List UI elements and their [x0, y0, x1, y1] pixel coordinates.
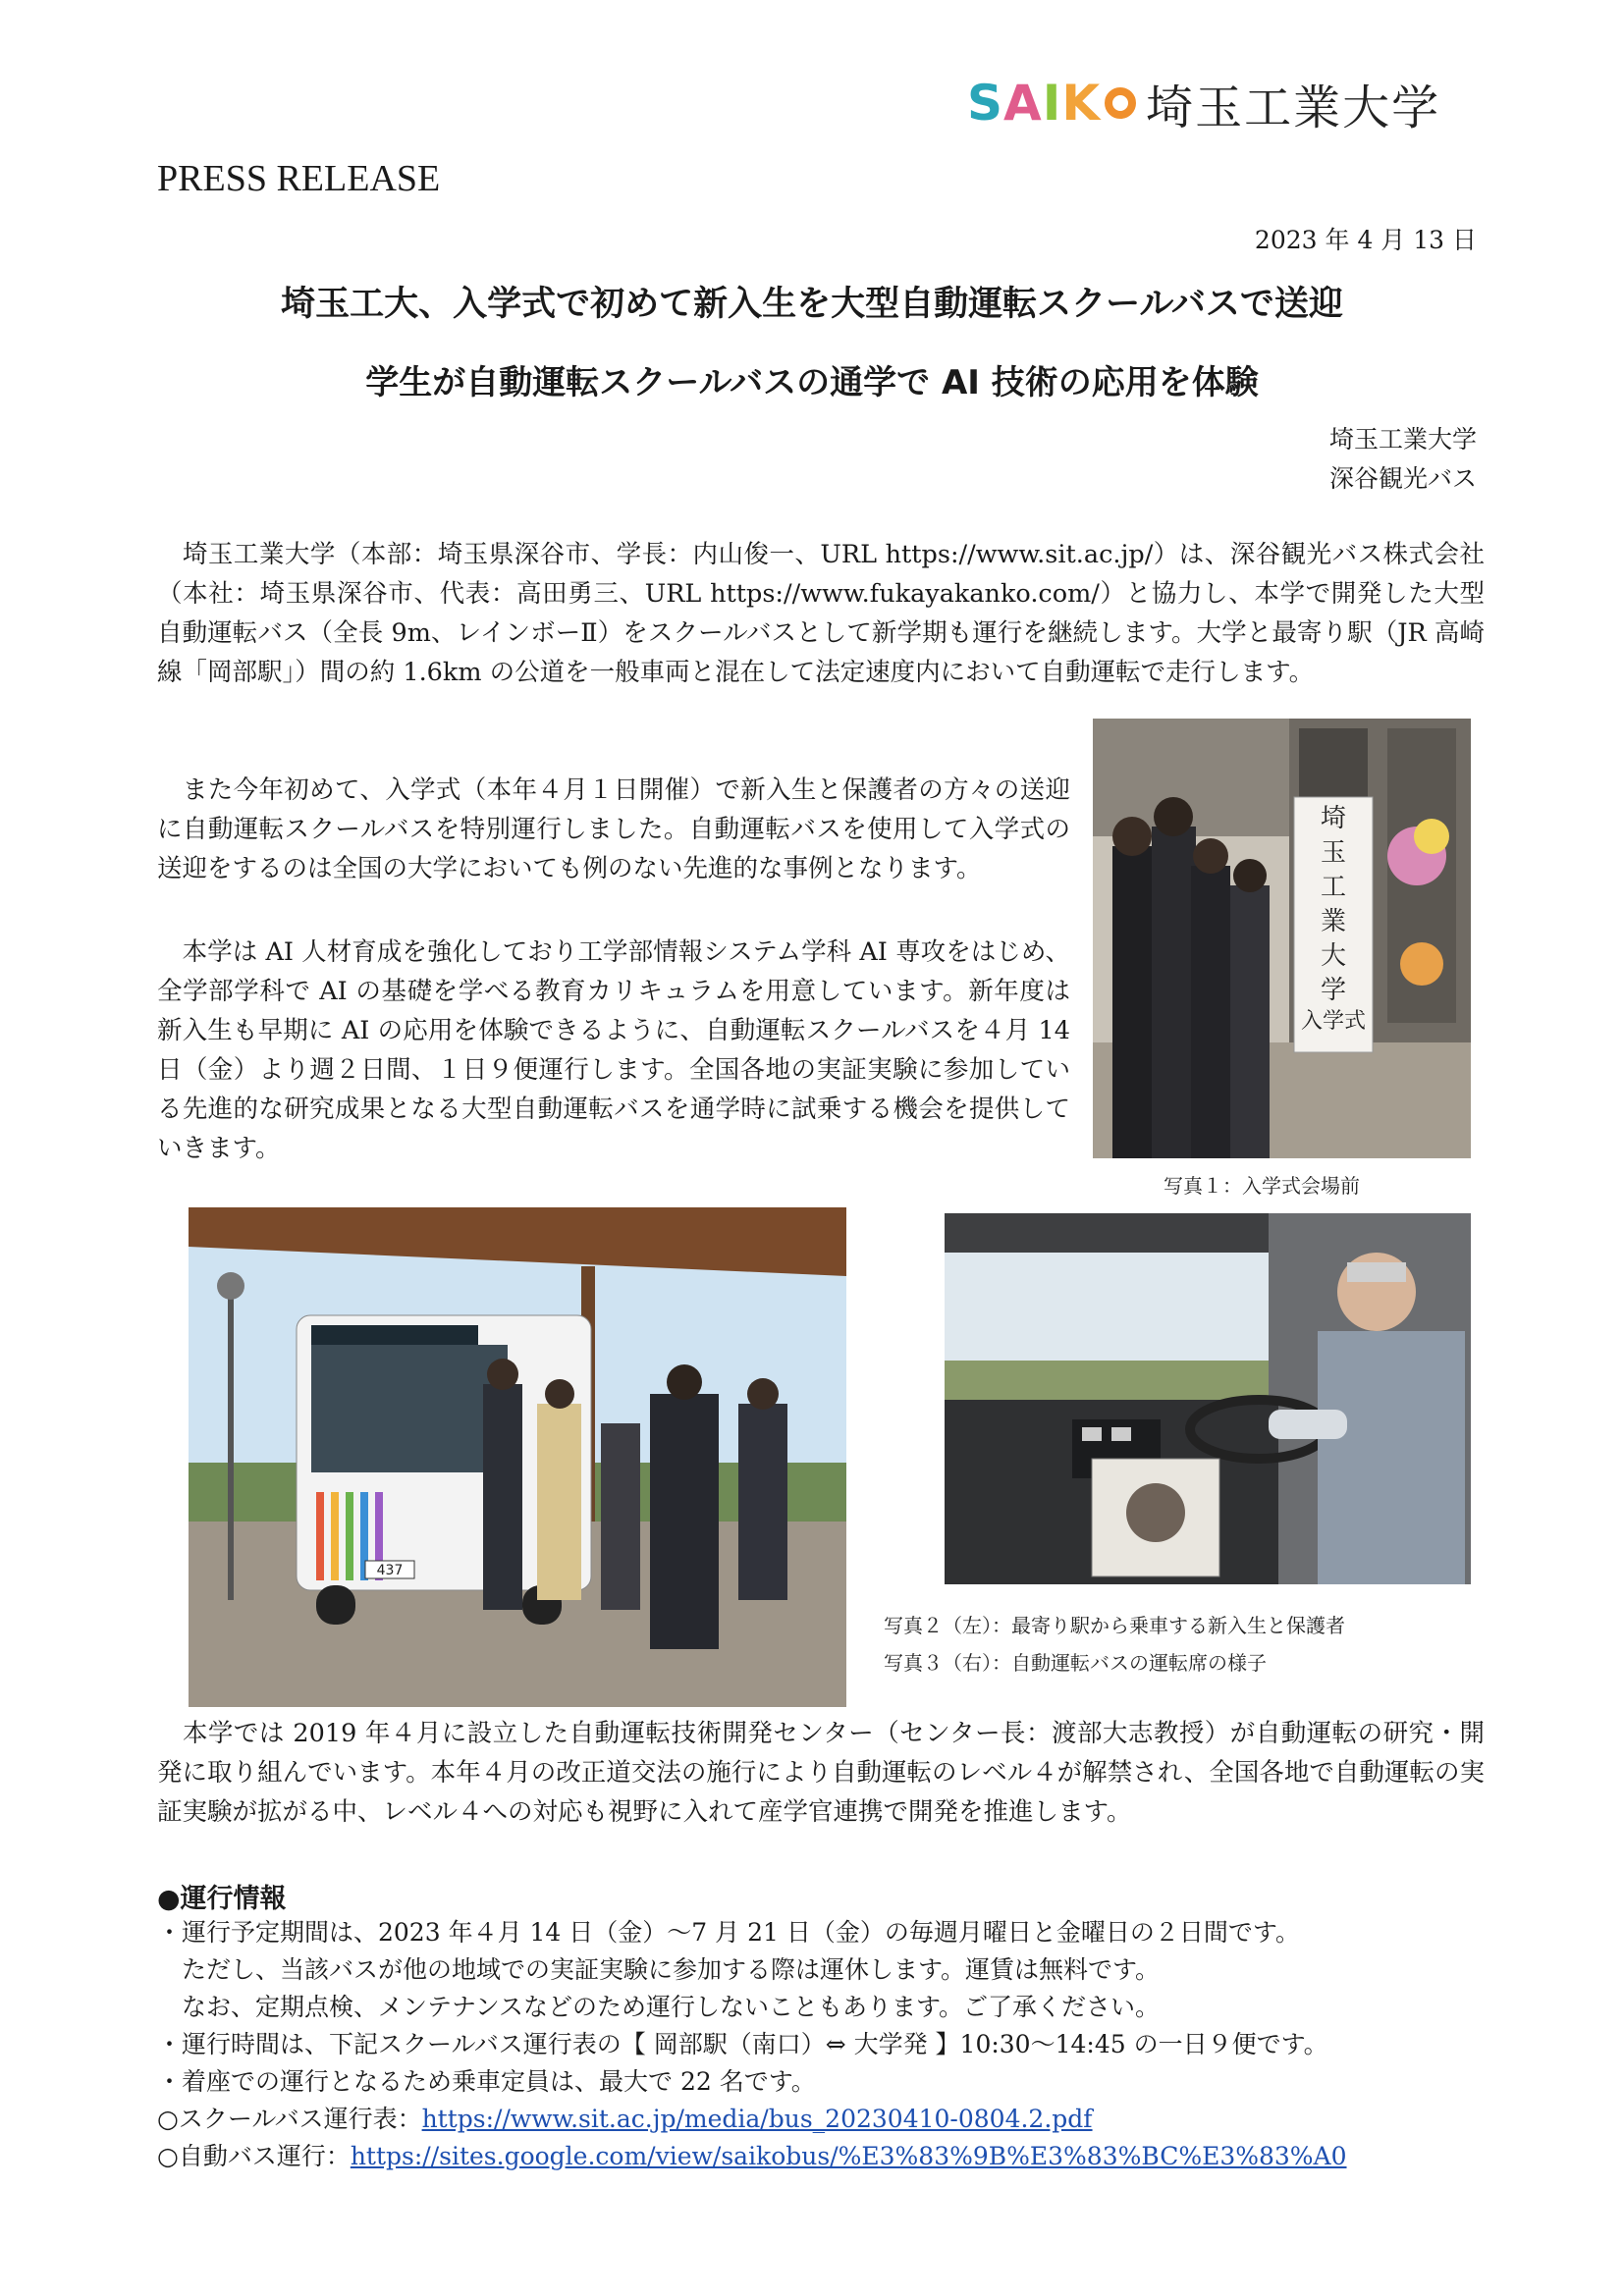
photo-boarding-bus: [189, 1207, 846, 1707]
operation-suspension-note: ただし、当該バスが他の地域での実証実験に参加する際は運休します。運賃は無料です。: [157, 1955, 1161, 1984]
release-date: 2023 年 4 月 13 日: [1254, 226, 1477, 254]
boarding-bus-image: [189, 1207, 846, 1707]
autobus-link[interactable]: https://sites.google.com/view/saikobus/%E3%83%9B%E3%83%BC%E3%83%A0: [350, 2142, 1347, 2170]
photo-driver-seat: [945, 1213, 1471, 1584]
operation-heading: ●運行情報: [157, 1884, 287, 1914]
sign-char-4: 業: [1320, 907, 1347, 936]
operation-hours: ・運行時間は、下記スクールバス運行表の【 岡部駅（南口）⇔ 大学発 】10:30～14:45 の一日９便です。: [157, 2030, 1328, 2058]
sign-char-7: 入学式: [1300, 1009, 1367, 1034]
photo-entrance-ceremony: [1093, 719, 1471, 1158]
caption-photo-3: 写真３（右）：自動運転バスの運転席の様子: [884, 1651, 1267, 1675]
organization-1: 埼玉工業大学: [1328, 425, 1477, 454]
sign-char-3: 工: [1320, 873, 1347, 902]
press-release-label: PRESS RELEASE: [157, 158, 441, 199]
logo-letter-i: I: [1042, 75, 1062, 132]
caption-photo-1: 写真１：入学式会場前: [1164, 1174, 1360, 1198]
operation-capacity: ・着座での運行となるため乗車定員は、最大で 22 名です。: [157, 2067, 816, 2096]
sign-char-6: 学: [1320, 976, 1347, 1005]
logo-letter-k: K: [1061, 75, 1102, 132]
sign-char-2: 玉: [1320, 838, 1347, 868]
autobus-link-label: ○自動バス運行：: [157, 2142, 351, 2170]
entrance-ceremony-image: [1093, 719, 1471, 1158]
schedule-link-row: [157, 2101, 1093, 2138]
page-title: 埼玉工大、入学式で初めて新入生を大型自動運転スクールバスで送迎: [281, 285, 1343, 324]
schedule-link[interactable]: https://www.sit.ac.jp/media/bus_20230410-0804.2.pdf: [421, 2105, 1093, 2133]
bus-plate-text: 437: [376, 1563, 404, 1578]
paragraph-research-center: 本学では 2019 年４月に設立した自動運転技術開発センター（センター長：渡部大志教授）が自動運転の研究・開発に取り組んでいます。本年４月の改正道交法の施行により自動運転のレベル４が解禁され、全国各地で自動運転の実証実験が拡がる中、レベル４への対応も視野に入れて産学官連携で開発を推進します。: [157, 1719, 1485, 1827]
paragraph-entrance-ceremony: また今年初めて、入学式（本年４月１日開催）で新入生と保護者の方々の送迎に自動運転スクールバスを特別運行しました。自動運転バスを使用して入学式の送迎をするのは全国の大学においても例のない先進的な事例となります。: [157, 775, 1070, 883]
operation-maintenance-note: なお、定期点検、メンテナンスなどのため運行しないこともあります。ご了承ください。: [157, 1993, 1161, 2021]
page-subtitle: 学生が自動運転スクールバスの通学で AI 技術の応用を体験: [365, 363, 1259, 402]
logo-ring-icon: [1105, 87, 1136, 119]
schedule-link-label: ○スクールバス運行表：: [157, 2105, 422, 2133]
driver-seat-image: [945, 1213, 1471, 1584]
university-logo: [967, 69, 1478, 137]
sign-char-1: 埼: [1320, 804, 1347, 833]
autobus-link-row: [157, 2138, 1347, 2175]
operation-period: ・運行予定期間は、2023 年４月 14 日（金）～7 月 21 日（金）の毎週月曜日と金曜日の２日間です。: [157, 1918, 1300, 1947]
logo-university-name: 埼玉工業大学: [1146, 80, 1441, 135]
paragraph-ai-education: 本学は AI 人材育成を強化しており工学部情報システム学科 AI 専攻をはじめ、全学部学科で AI の基礎を学べる教育カリキュラムを用意しています。新年度は新入生も早期に AI の応用を体験できるように、自動運転スクールバスを４月 14 日（金）より週２日間、１日９便運行します。全国各地の実証実験に参加している先進的な研究成果となる大型自動運転バスを通学時に試乗する機会を提供していきます。: [157, 937, 1070, 1163]
caption-photo-2: 写真２（左）：最寄り駅から乗車する新入生と保護者: [884, 1614, 1345, 1637]
logo-letter-s: S: [967, 75, 1004, 132]
paragraph-intro: 埼玉工業大学（本部：埼玉県深谷市、学長：内山俊一、URL https://www.sit.ac.jp/）は、深谷観光バス株式会社（本社：埼玉県深谷市、代表：高田勇三、URL https://www.fukayakanko.com/）と協力し、本学で開発した大型自動運転バス（全長 9m、レインボーⅡ）をスクールバスとして新学期も運行を継続します。大学と最寄り駅（JR 高崎線「岡部駅」）間の約 1.6km の公道を一般車両と混在して法定速度内において自動運転で走行します。: [157, 540, 1485, 687]
logo-letter-a: A: [1003, 75, 1043, 132]
sign-char-5: 大: [1320, 941, 1347, 971]
organization-2: 深谷観光バス: [1328, 464, 1477, 493]
